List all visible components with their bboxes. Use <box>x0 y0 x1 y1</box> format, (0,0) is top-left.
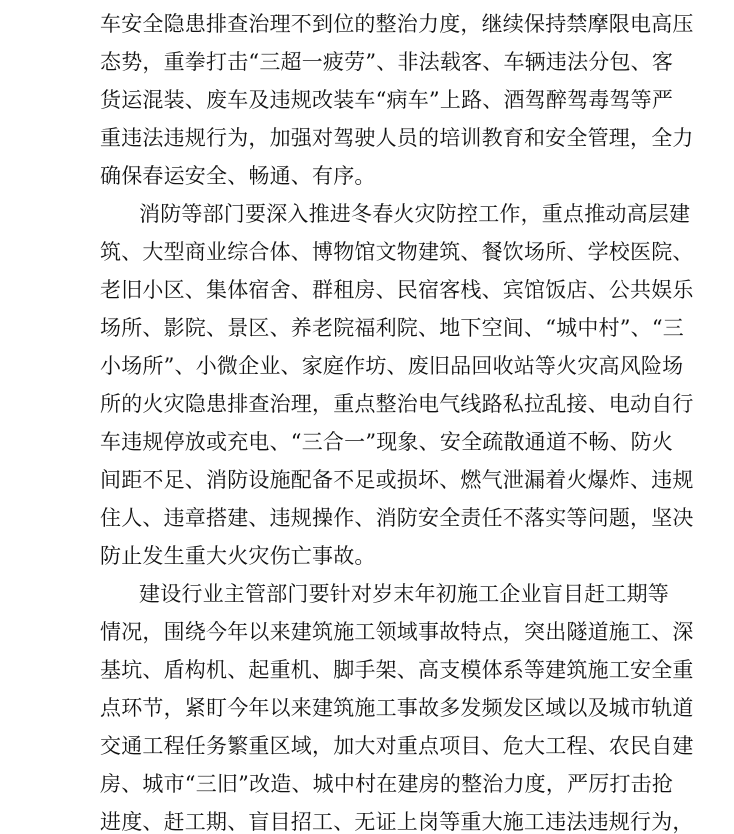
text-line: 场所、影院、景区、养老院福利院、地下空间、“城中村”、“三 <box>100 316 685 340</box>
text-line: 老旧小区、集体宿舍、群租房、民宿客栈、宾馆饭店、公共娱乐 <box>100 278 694 302</box>
paragraph-start-line: 消防等部门要深入推进冬春火灾防控工作，重点推动高层建 <box>139 202 691 226</box>
text-line: 点环节，紧盯今年以来建筑施工事故多发频发区域以及城市轨道 <box>100 696 694 720</box>
text-line: 交通工程任务繁重区域，加大对重点项目、危大工程、农民自建 <box>100 734 694 758</box>
text-line: 基坑、盾构机、起重机、脚手架、高支模体系等建筑施工安全重 <box>100 658 694 682</box>
text-line: 态势，重拳打击“三超一疲劳”、非法载客、车辆违法分包、客 <box>100 50 674 74</box>
text-line: 所的火灾隐患排查治理，重点整治电气线路私拉乱接、电动自行 <box>100 392 694 416</box>
text-line: 防止发生重大火灾伤亡事故。 <box>100 544 376 568</box>
text-line: 确保春运安全、畅通、有序。 <box>100 164 376 188</box>
text-line: 住人、违章搭建、违规操作、消防安全责任不落实等问题，坚决 <box>100 506 694 530</box>
text-line: 进度、赶工期、盲目招工、无证上岗等重大施工违法违规行为， <box>100 810 694 834</box>
text-line: 重违法违规行为，加强对驾驶人员的培训教育和安全管理，全力 <box>100 126 694 150</box>
text-line: 情况，围绕今年以来建筑施工领域事故特点，突出隧道施工、深 <box>100 620 694 644</box>
text-line: 筑、大型商业综合体、博物馆文物建筑、餐饮场所、学校医院、 <box>100 240 694 264</box>
text-line: 房、城市“三旧”改造、城中村在建房的整治力度，严厉打击抢 <box>100 772 674 796</box>
text-line: 小场所”、小微企业、家庭作坊、废旧品回收站等火灾高风险场 <box>100 354 684 378</box>
text-line: 间距不足、消防设施配备不足或损坏、燃气泄漏着火爆炸、违规 <box>100 468 694 492</box>
text-line: 车违规停放或充电、“三合一”现象、安全疏散通道不畅、防火 <box>100 430 674 454</box>
text-line: 车安全隐患排查治理不到位的整治力度，继续保持禁摩限电高压 <box>100 12 694 36</box>
paragraph-start-line: 建设行业主管部门要针对岁末年初施工企业盲目赶工期等 <box>139 582 669 606</box>
text-line: 货运混装、废车及违规改装车“病车”上路、酒驾醉驾毒驾等严 <box>100 88 674 112</box>
